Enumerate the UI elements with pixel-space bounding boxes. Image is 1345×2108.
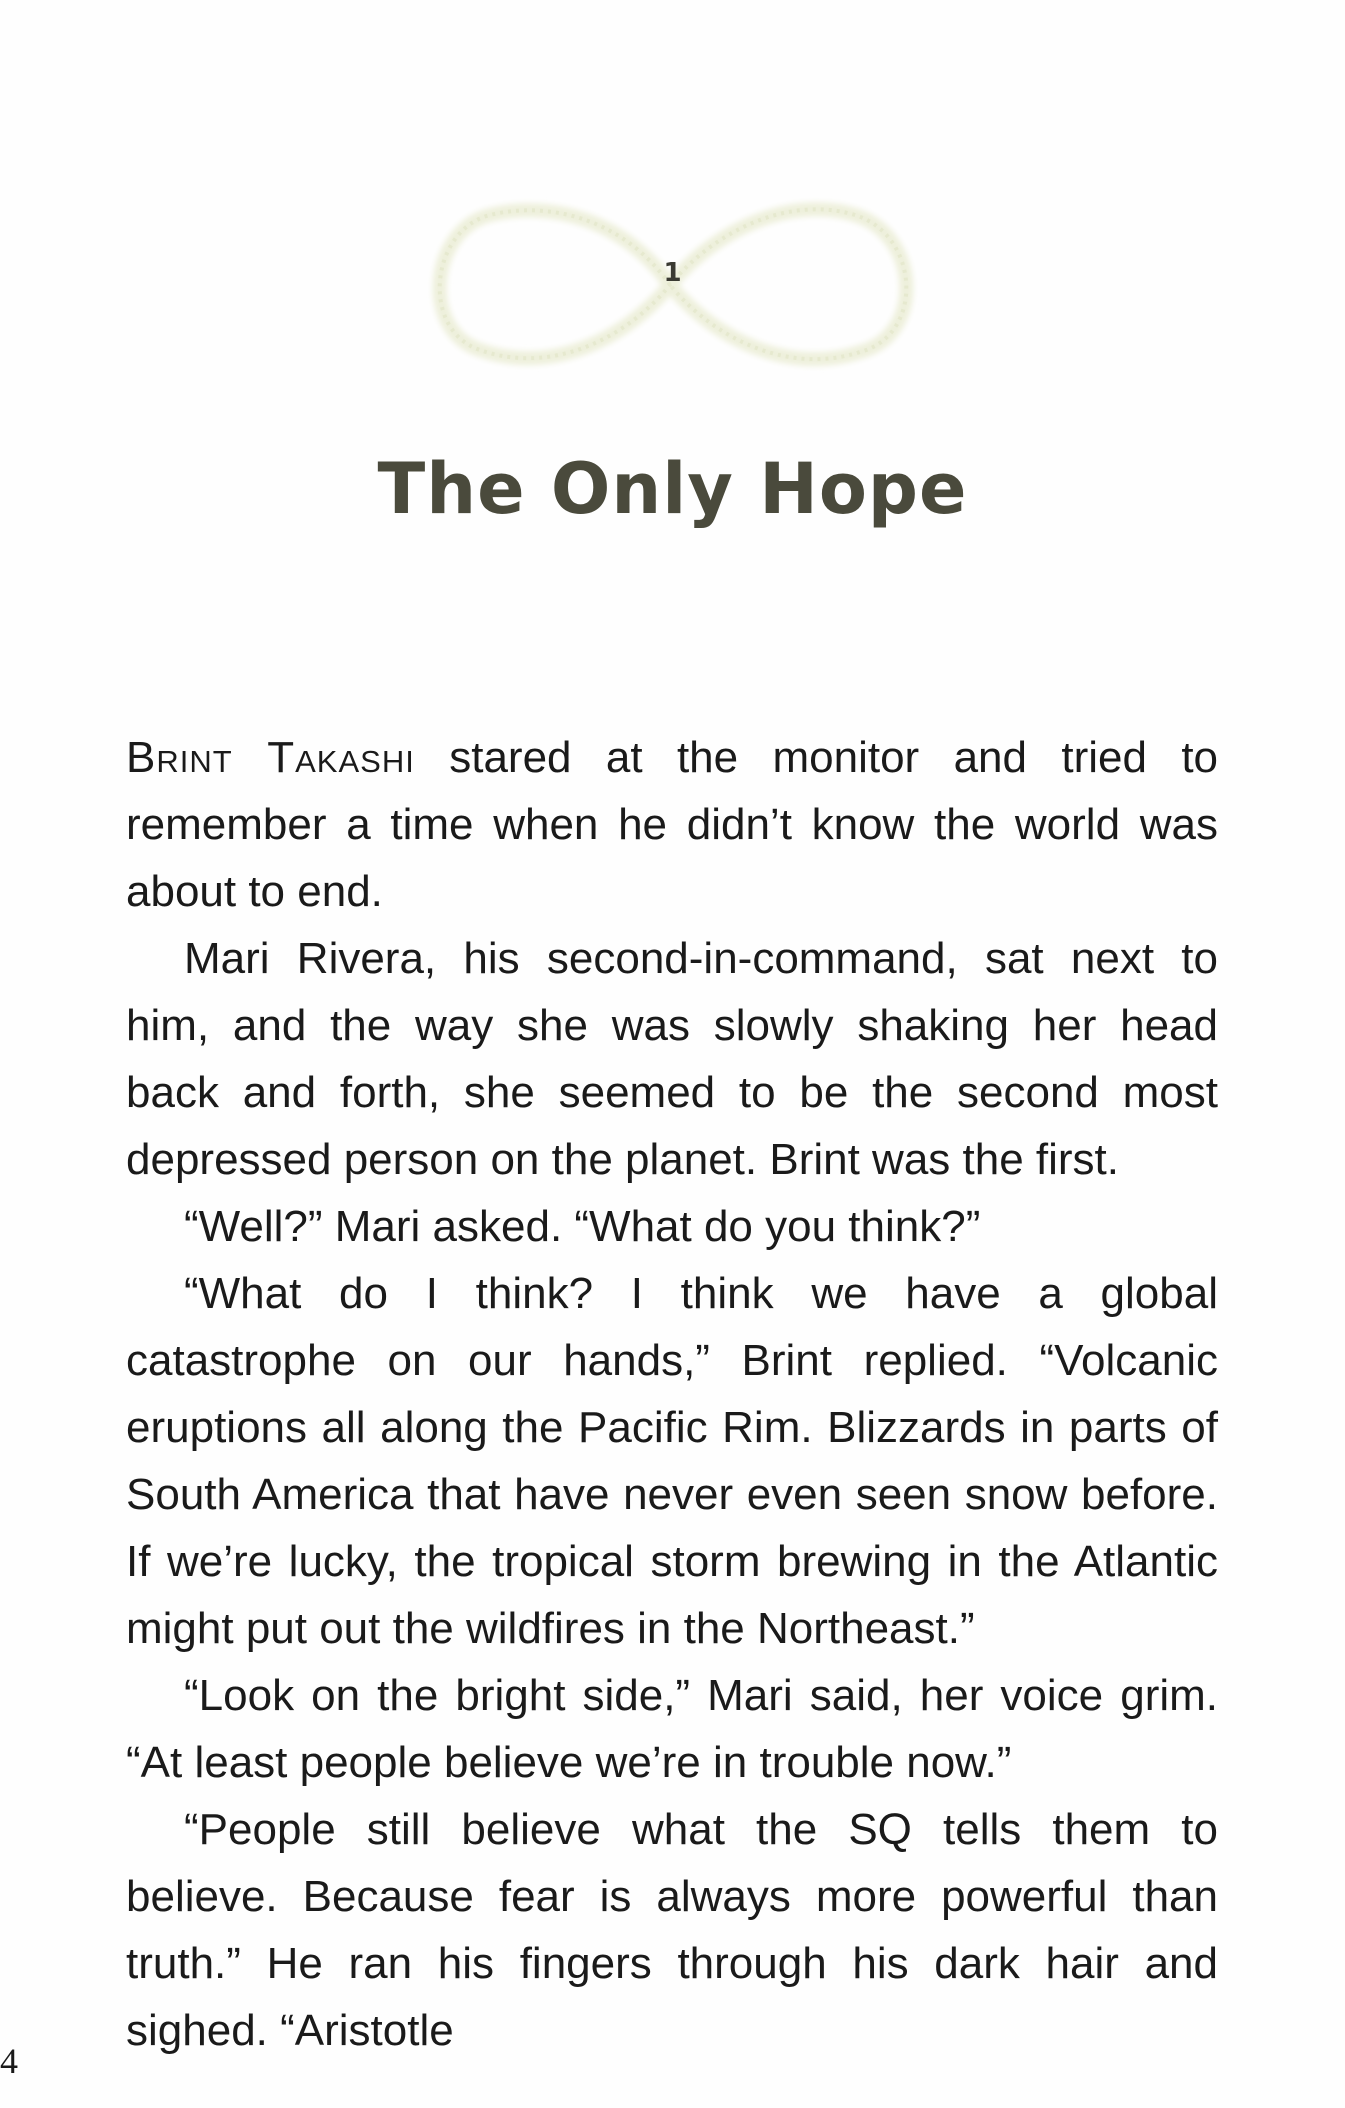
paragraph: “What do I think? I think we have a global catastrophe on our hands,” Brint replied. “Volcanic eruptions all along the Pacific Rim. Blizzards in parts of South America that have never even seen snow before. If we’re lucky, the tropical storm brewing in the Atlantic might put out the wildfires in the Northeast.” bbox=[126, 1269, 1218, 1653]
paragraph: “Well?” Mari asked. “What do you think?” bbox=[184, 1202, 981, 1251]
paragraph: “People still believe what the SQ tells them to believe. Because fear is always more powerful than truth.” He ran his fingers through his dark hair and sighed. “Aristotle bbox=[126, 1805, 1218, 2055]
body-text bbox=[126, 724, 1218, 2064]
paragraph: Mari Rivera, his second-in-command, sat next to him, and the way she was slowly shaking her head back and forth, she seemed to be the second most depressed person on the planet. Brint was the first. bbox=[126, 934, 1218, 1184]
chapter-number: 1 bbox=[663, 258, 682, 288]
paragraph-text: stared at the monitor and tried to remember a time when he didn’t know the world was about to end. bbox=[126, 733, 1219, 916]
page-number: 4 bbox=[0, 2041, 18, 2081]
paragraph: “Look on the bright side,” Mari said, her voice grim. “At least people believe we’re in trouble now.” bbox=[126, 1671, 1218, 1787]
chapter-title: The Only Hope bbox=[377, 448, 968, 530]
opening-name: Brint Takashi bbox=[126, 733, 415, 782]
paragraph bbox=[126, 724, 1218, 925]
